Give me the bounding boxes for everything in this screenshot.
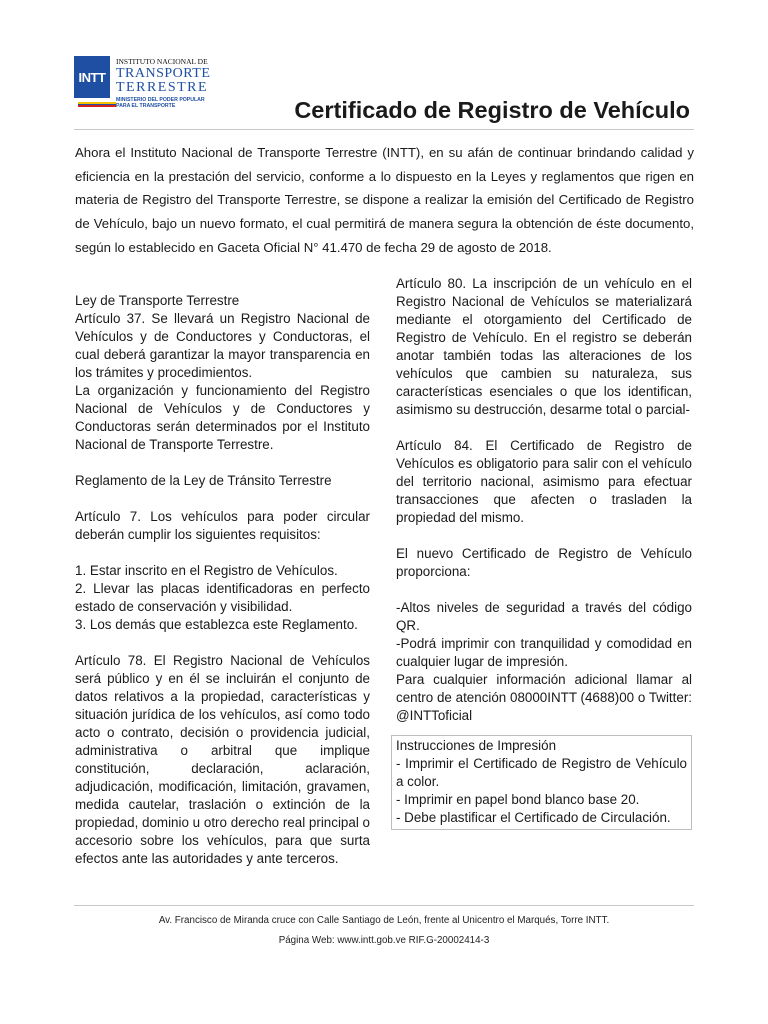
logo-terrestre: TERRESTRE: [116, 80, 209, 95]
print-instructions-box: [391, 735, 692, 830]
footer-divider: [74, 905, 694, 906]
header-divider: [74, 129, 694, 130]
footer-web: Página Web: www.intt.gob.ve RIF.G-20002414-3: [278, 935, 490, 946]
requisito-3: 3. Los demás que establezca este Reglamento.: [75, 617, 358, 632]
left-column: [75, 292, 370, 868]
intro-paragraph: Ahora el Instituto Nacional de Transporte Terrestre (INTT), en su afán de continuar brindando calidad y eficiencia en la prestación del servicio, conforme a lo dispuesto en la Leyes y reglamentos que rigen en materia de Registro del Transporte Terrestre, se dispone a realizar la emisión del Certificado de Registro de Vehículo, bajo un nuevo formato, el cual permitirá de manera segura la obtención de éste documento, según lo establecido en Gaceta Oficial N° 41.470 de fecha 29 de agosto de 2018.: [75, 145, 694, 255]
print-instructions-title: Instrucciones de Impresión: [396, 738, 557, 753]
right-column: [396, 275, 692, 830]
requisito-2: 2. Llevar las placas identificadoras en perfecto estado de conservación y visibilidad.: [75, 581, 370, 614]
intt-logo-mark: INTT: [74, 56, 110, 98]
organizacion-paragraph: La organización y funcionamiento del Registro Nacional de Vehículos y de Conductores y Conductoras serán determinados por el Instituto Nacional de Transporte Terrestre.: [75, 383, 370, 452]
feature-print: -Podrá imprimir con tranquilidad y comodidad en cualquier lugar de impresión.: [396, 636, 692, 669]
print-instruction-2: - Imprimir en papel bond blanco base 20.: [396, 792, 640, 807]
logo-institute-label: INSTITUTO NACIONAL DE: [116, 57, 208, 66]
articulo-37: Artículo 37. Se llevará un Registro Nacional de Vehículos y de Conductores y Conductoras, el cual deberá garantizar la mayor transparencia en los trámites y procedimientos.: [75, 311, 370, 380]
feature-qr: -Altos niveles de seguridad a través del código QR.: [396, 600, 692, 633]
requisito-1: 1. Estar inscrito en el Registro de Vehículos.: [75, 563, 338, 578]
ley-title: Ley de Transporte Terrestre: [75, 293, 240, 308]
logo-transporte: TRANSPORTE: [116, 66, 211, 81]
articulo-80: Artículo 80. La inscripción de un vehículo en el Registro Nacional de Vehículos se materializará mediante el otorgamiento del Certificado de Registro de Vehículo. En el registro se deberán anotar también todas las alteraciones de los vehículos que cambien su naturaleza, sus características esenciales o que los identifican, asimismo su destrucción, desarme total o parcial-: [396, 276, 692, 417]
logo-ministry: [116, 97, 205, 109]
nuevo-certificado-paragraph: El nuevo Certificado de Registro de Vehículo proporciona:: [396, 546, 692, 579]
logo-ministry-line2: PARA EL TRANSPORTE: [116, 103, 176, 109]
flag-stripe-icon: [78, 102, 116, 107]
footer-address: Av. Francisco de Miranda cruce con Calle Santiago de León, frente al Unicentro el Marqués, Torre INTT.: [158, 915, 610, 926]
articulo-84: Artículo 84. El Certificado de Registro de Vehículos es obligatorio para salir con el vehículo del territorio nacional, asimismo para efectuar transacciones que afecten o trasladen la propiedad del mismo.: [396, 438, 692, 525]
contact-info: Para cualquier información adicional llamar al centro de atención 08000INTT (4688)00 o Twitter: @INTToficial: [396, 672, 692, 723]
articulo-78: Artículo 78. El Registro Nacional de Vehículos será público y en él se incluirán el conjunto de datos relativos a la propiedad, características y situación jurídica de los vehículos, así como todo acto o contrato, decisión o providencia judicial, administrativa o arbitral que implique constitución, declaración, aclaración, adjudicación, modificación, limitación, gravamen, medida cautelar, traslación o extinción de la propiedad, dominio u otro derecho real principal o accesorio sobre los vehículos, para que surta efectos ante las autoridades y ante terceros.: [75, 653, 370, 866]
articulo-7: Artículo 7. Los vehículos para poder circular deberán cumplir los siguientes requisitos:: [75, 509, 370, 542]
logo-ministry-line1: MINISTERIO DEL PODER POPULAR: [116, 97, 205, 103]
reglamento-title: Reglamento de la Ley de Tránsito Terrestre: [75, 473, 332, 488]
print-instruction-3: - Debe plastificar el Certificado de Circulación.: [396, 810, 671, 825]
print-instruction-1: - Imprimir el Certificado de Registro de Vehículo a color.: [396, 756, 687, 789]
page-title: Certificado de Registro de Vehículo: [294, 97, 690, 123]
intt-logo: [74, 56, 209, 120]
